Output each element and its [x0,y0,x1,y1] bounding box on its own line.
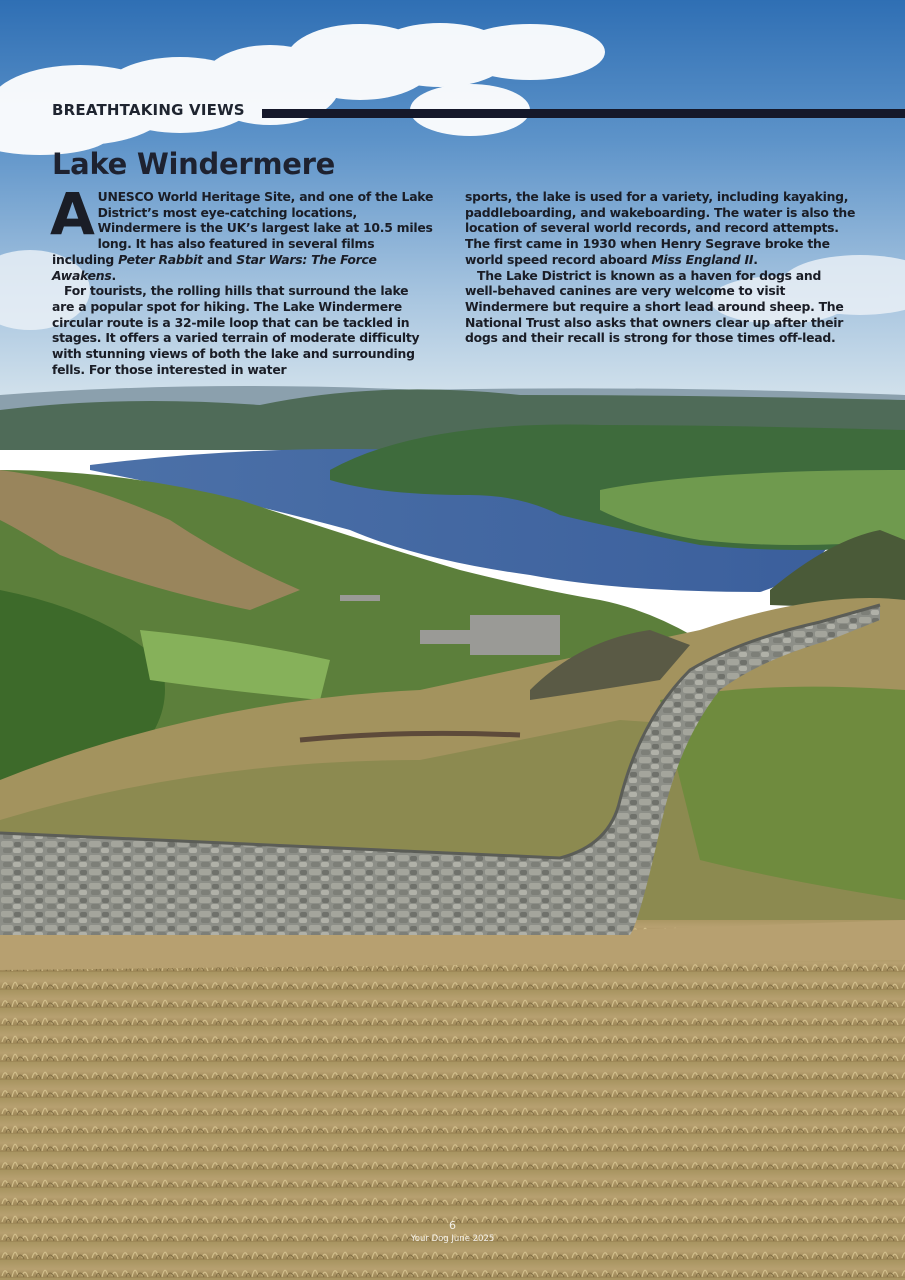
boat-name: Miss England II [651,251,754,267]
paragraph-text: . [753,251,758,267]
drop-cap: A [50,180,95,248]
article-paragraph [465,189,857,268]
article-column-left [50,180,434,377]
article-paragraph [50,180,434,283]
page-number: 6 [449,1219,456,1232]
film-title: Peter Rabbit [118,251,203,267]
article-column-right [465,189,857,346]
film-title: Star Wars: The Force Awakens [52,251,377,283]
paragraph-text: UNESCO World Heritage Site, and one of the Lake District’s most eye-catching locations, Windermere is the UK’s largest lake at 10.5 miles long. It has also featured in several films including [52,189,434,267]
section-rule [262,109,905,118]
paragraph-text: . [111,267,116,283]
paragraph-text: sports, the lake is used for a variety, including kayaking, paddleboarding, and wakeboarding. The water is also the location of several world records, and record attempts. The first came in 1930 when Henry Segrave broke the world speed record aboard [465,189,856,267]
magazine-issue: Your Dog June 2025 [410,1234,495,1244]
article-paragraph: The Lake District is known as a haven for dogs and well-behaved canines are very welcome to visit Windermere but require a short lead around sheep. The National Trust also asks that owners clear up after their dogs and their recall is strong for those times off-lead. [465,267,844,346]
article-paragraph: For tourists, the rolling hills that surround the lake are a popular spot for hiking. The Lake Windermere circular route is a 32-mile loop that can be tackled in stages. It offers a varied terrain of moderate difficulty with stunning views of both the lake and surrounding fells. For those interested in water [52,283,420,377]
section-label: BREATHTAKING VIEWS [52,101,245,119]
paragraph-text: and [202,251,237,267]
article-title: Lake Windermere [52,147,335,181]
